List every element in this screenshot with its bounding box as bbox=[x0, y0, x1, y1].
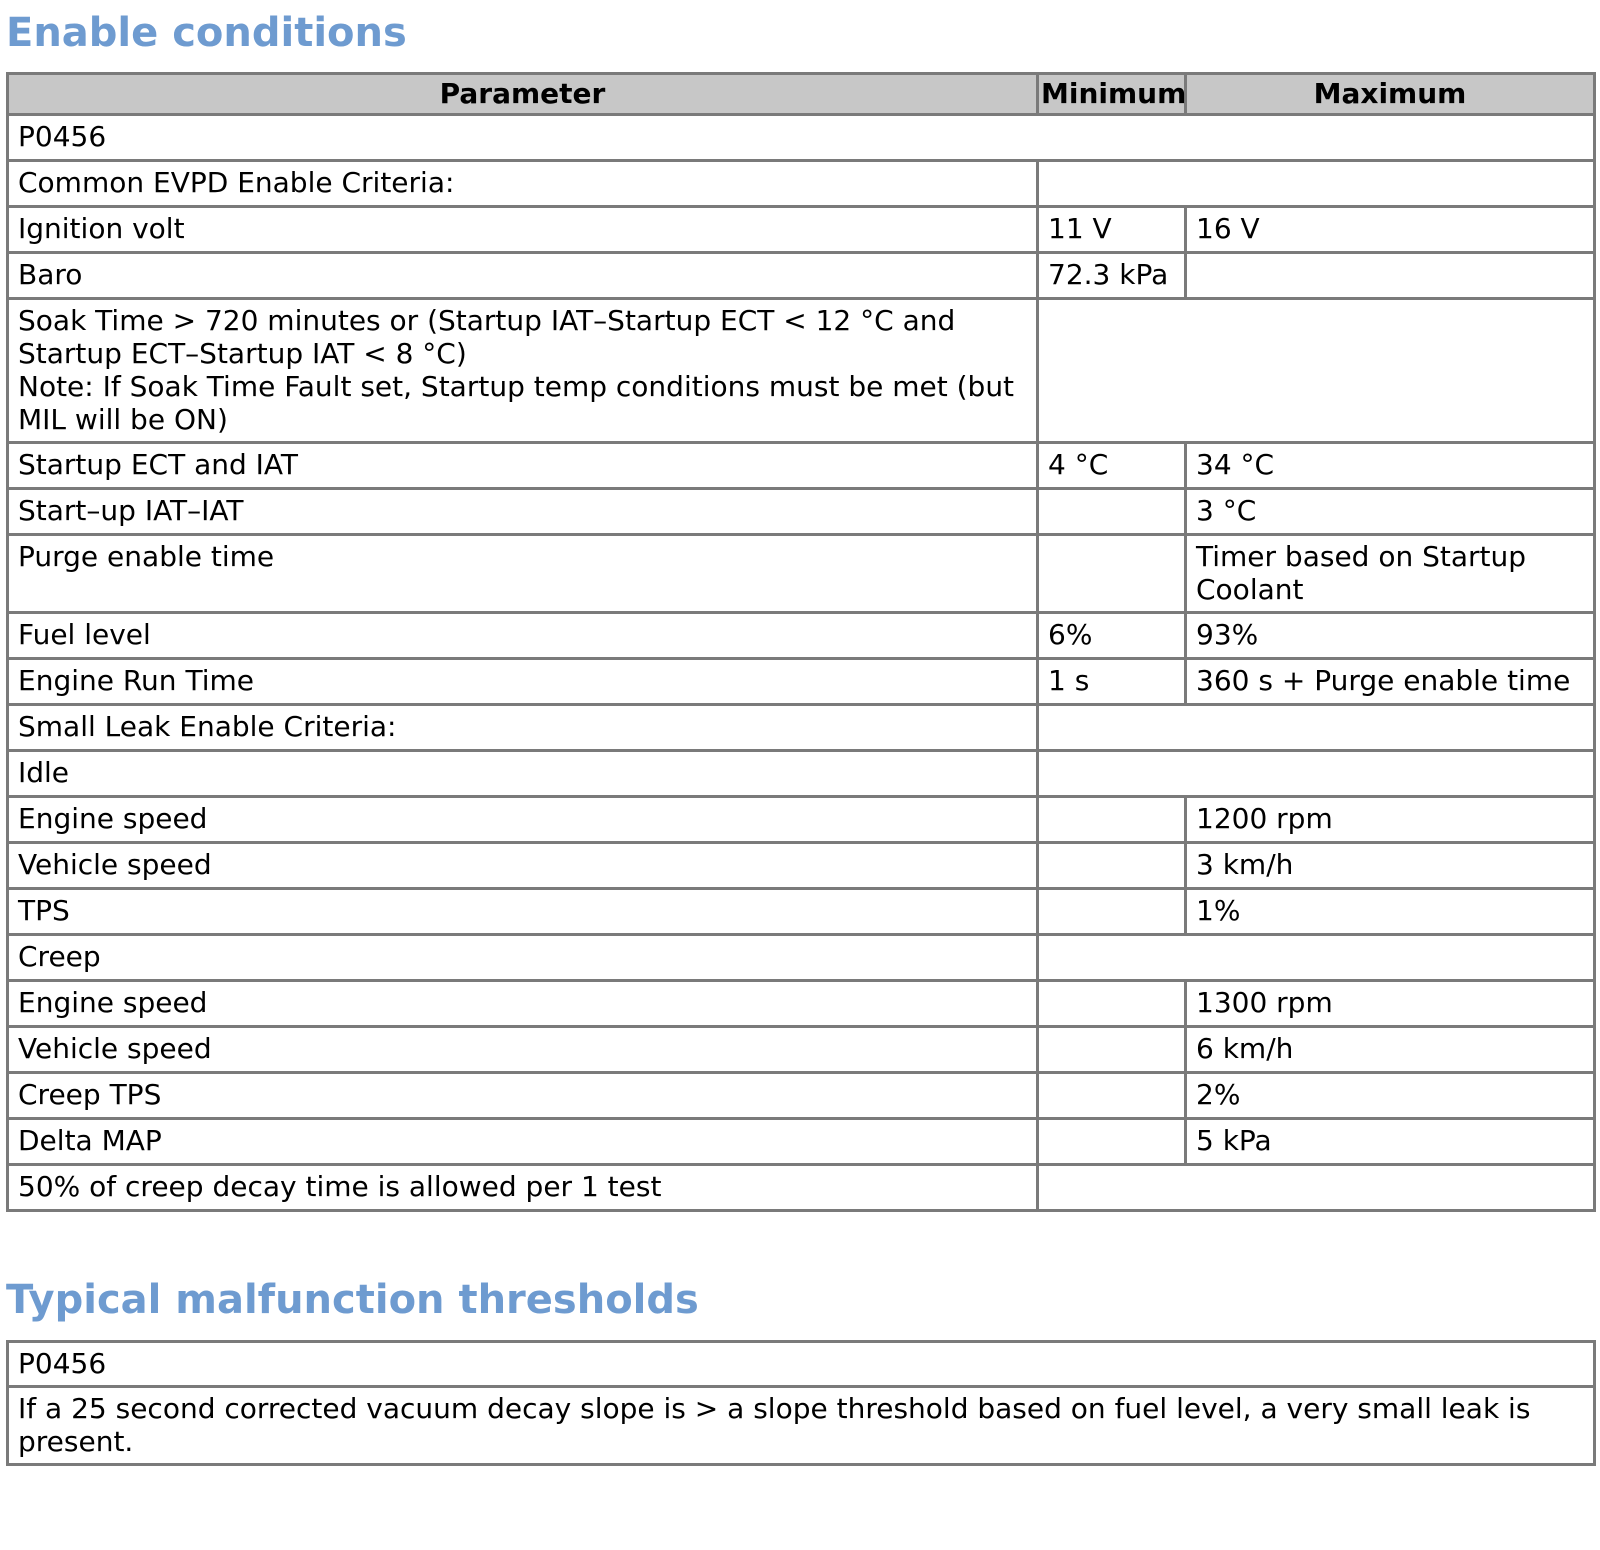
table-row bbox=[8, 161, 1595, 207]
parameter-cell: Purge enable time bbox=[8, 535, 1038, 613]
empty-cell bbox=[1038, 751, 1595, 797]
minimum-cell bbox=[1038, 489, 1186, 535]
table-row bbox=[8, 843, 1595, 889]
parameter-cell: Delta MAP bbox=[8, 1119, 1038, 1165]
minimum-cell bbox=[1038, 981, 1186, 1027]
table-row bbox=[8, 1119, 1595, 1165]
subsection-label: Creep bbox=[8, 935, 1038, 981]
malfunction-thresholds-title: Typical malfunction thresholds bbox=[6, 1277, 699, 1323]
empty-cell bbox=[1038, 705, 1595, 751]
parameter-cell: Engine speed bbox=[8, 797, 1038, 843]
maximum-cell: 360 s + Purge enable time bbox=[1186, 659, 1595, 705]
table-row bbox=[8, 751, 1595, 797]
parameter-cell: Creep TPS bbox=[8, 1073, 1038, 1119]
maximum-cell: 16 V bbox=[1186, 207, 1595, 253]
empty-cell bbox=[1038, 935, 1595, 981]
parameter-cell: TPS bbox=[8, 889, 1038, 935]
malfunction-thresholds-table bbox=[6, 1340, 1596, 1466]
maximum-cell: 6 km/h bbox=[1186, 1027, 1595, 1073]
table-row bbox=[8, 889, 1595, 935]
table-row bbox=[8, 659, 1595, 705]
maximum-cell: 5 kPa bbox=[1186, 1119, 1595, 1165]
table-row bbox=[8, 613, 1595, 659]
table-row bbox=[8, 705, 1595, 751]
minimum-cell bbox=[1038, 797, 1186, 843]
maximum-cell: 1% bbox=[1186, 889, 1595, 935]
soak-time-condition: Soak Time > 720 minutes or (Startup IAT–Startup ECT < 12 °C and Startup ECT–Startup IAT < 8 °C) bbox=[18, 304, 956, 370]
header-maximum: Maximum bbox=[1186, 74, 1595, 115]
table-row bbox=[8, 797, 1595, 843]
table-row bbox=[8, 207, 1595, 253]
code-cell: P0456 bbox=[8, 115, 1595, 161]
table-row bbox=[8, 1027, 1595, 1073]
table-row bbox=[8, 1387, 1595, 1465]
table-row bbox=[8, 1342, 1595, 1387]
table-row bbox=[8, 981, 1595, 1027]
minimum-cell bbox=[1038, 1027, 1186, 1073]
parameter-cell: Engine Run Time bbox=[8, 659, 1038, 705]
maximum-cell: 3 °C bbox=[1186, 489, 1595, 535]
maximum-cell: 2% bbox=[1186, 1073, 1595, 1119]
parameter-cell: Vehicle speed bbox=[8, 843, 1038, 889]
section-label: Common EVPD Enable Criteria: bbox=[8, 161, 1038, 207]
table-row bbox=[8, 443, 1595, 489]
creep-note: 50% of creep decay time is allowed per 1 test bbox=[8, 1165, 1038, 1211]
minimum-cell bbox=[1038, 889, 1186, 935]
parameter-cell: Vehicle speed bbox=[8, 1027, 1038, 1073]
enable-conditions-table bbox=[6, 72, 1596, 1212]
table-row bbox=[8, 1165, 1595, 1211]
minimum-cell: 4 °C bbox=[1038, 443, 1186, 489]
parameter-cell: Baro bbox=[8, 253, 1038, 299]
minimum-cell: 1 s bbox=[1038, 659, 1186, 705]
enable-conditions-title: Enable conditions bbox=[6, 10, 407, 56]
threshold-description: If a 25 second corrected vacuum decay slope is > a slope threshold based on fuel level, a very small leak is present. bbox=[8, 1387, 1595, 1465]
maximum-cell: 1300 rpm bbox=[1186, 981, 1595, 1027]
minimum-cell: 72.3 kPa bbox=[1038, 253, 1186, 299]
table-row bbox=[8, 1073, 1595, 1119]
header-minimum: Minimum bbox=[1038, 74, 1186, 115]
maximum-cell: 1200 rpm bbox=[1186, 797, 1595, 843]
empty-cell bbox=[1038, 1165, 1595, 1211]
parameter-cell: Start–up IAT–IAT bbox=[8, 489, 1038, 535]
code-cell: P0456 bbox=[8, 1342, 1595, 1387]
parameter-cell: Ignition volt bbox=[8, 207, 1038, 253]
minimum-cell bbox=[1038, 843, 1186, 889]
table-row bbox=[8, 299, 1595, 443]
minimum-cell: 6% bbox=[1038, 613, 1186, 659]
maximum-cell: 93% bbox=[1186, 613, 1595, 659]
table-row bbox=[8, 489, 1595, 535]
parameter-cell: Fuel level bbox=[8, 613, 1038, 659]
subsection-label: Idle bbox=[8, 751, 1038, 797]
maximum-cell bbox=[1186, 253, 1595, 299]
section-label: Small Leak Enable Criteria: bbox=[8, 705, 1038, 751]
table-row bbox=[8, 115, 1595, 161]
soak-time-cell bbox=[8, 299, 1038, 443]
minimum-cell bbox=[1038, 1073, 1186, 1119]
maximum-cell: 3 km/h bbox=[1186, 843, 1595, 889]
minimum-cell: 11 V bbox=[1038, 207, 1186, 253]
maximum-cell: Timer based on Startup Coolant bbox=[1186, 535, 1595, 613]
maximum-cell: 34 °C bbox=[1186, 443, 1595, 489]
empty-cell bbox=[1038, 299, 1595, 443]
minimum-cell bbox=[1038, 1119, 1186, 1165]
table-header-row bbox=[8, 74, 1595, 115]
table-row bbox=[8, 535, 1595, 613]
minimum-cell bbox=[1038, 535, 1186, 613]
table-row bbox=[8, 253, 1595, 299]
empty-cell bbox=[1038, 161, 1595, 207]
soak-time-note: Note: If Soak Time Fault set, Startup temp conditions must be met (but MIL will be ON) bbox=[18, 370, 1015, 436]
table-row bbox=[8, 935, 1595, 981]
header-parameter: Parameter bbox=[8, 74, 1038, 115]
parameter-cell: Engine speed bbox=[8, 981, 1038, 1027]
parameter-cell: Startup ECT and IAT bbox=[8, 443, 1038, 489]
